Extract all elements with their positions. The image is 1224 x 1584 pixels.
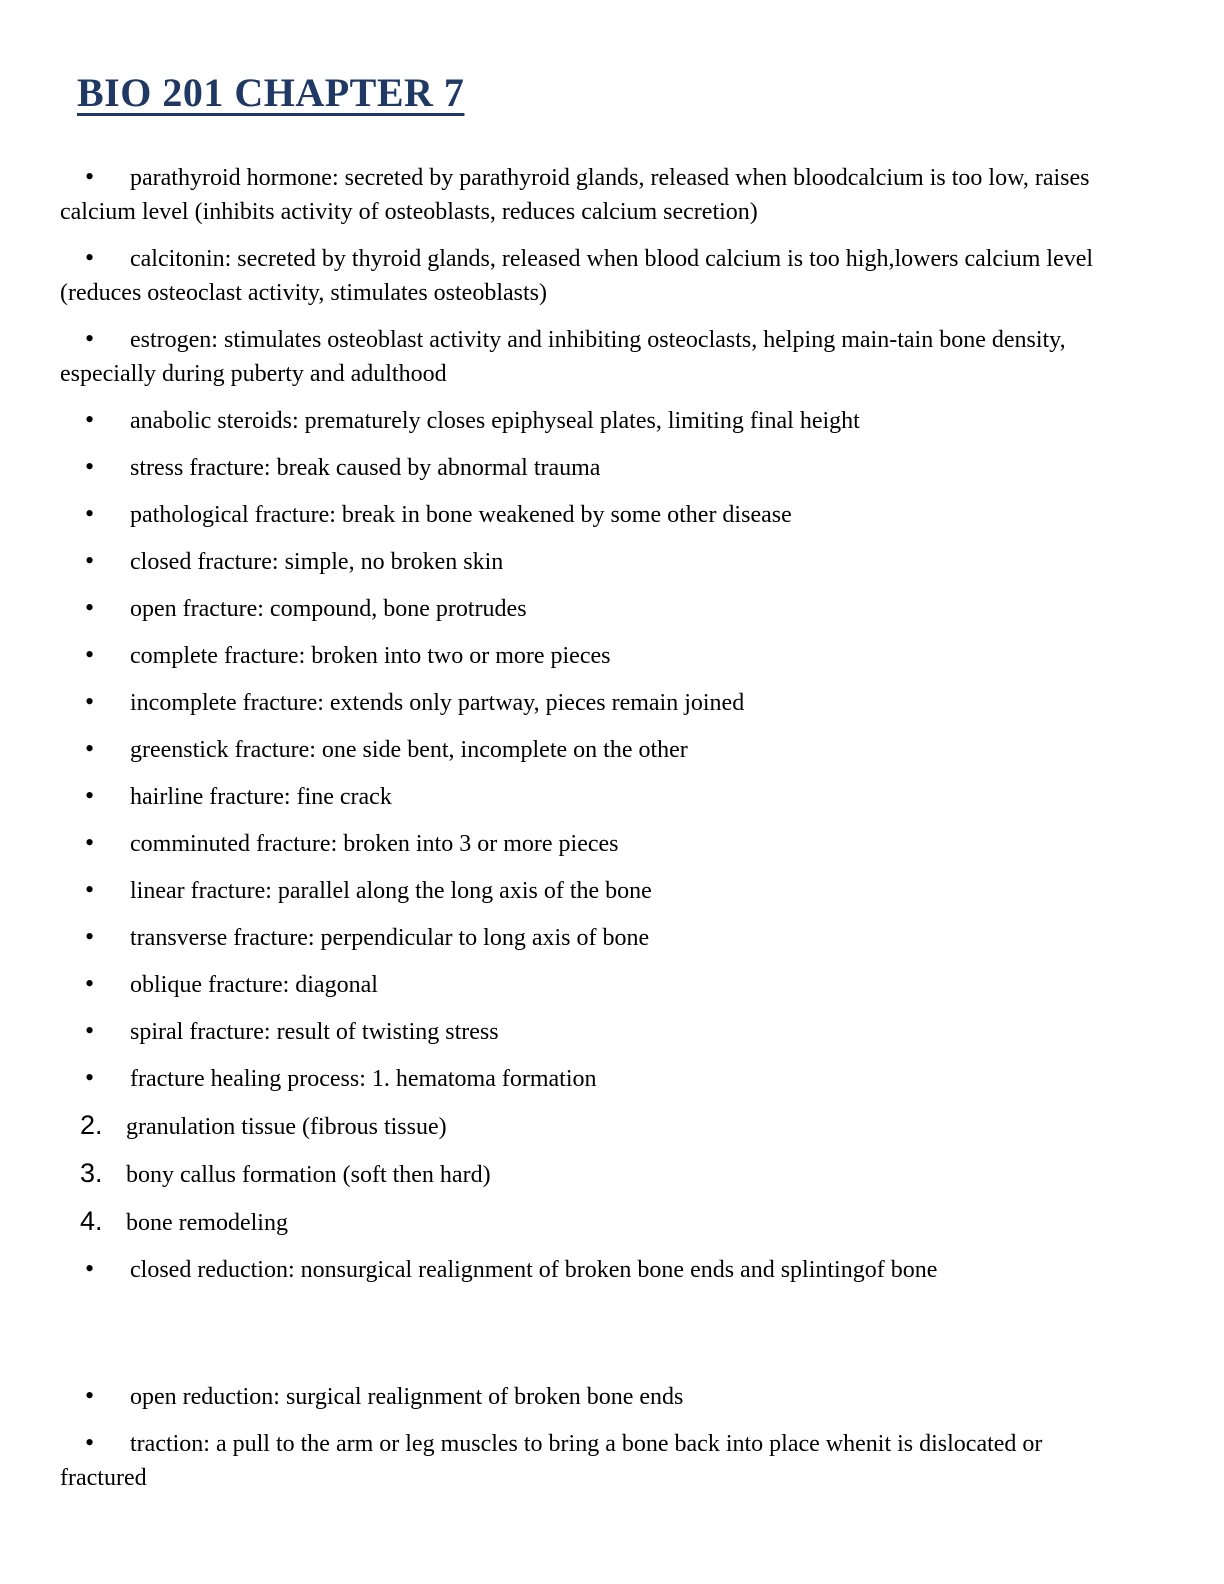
bullet-text: traction: a pull to the arm or leg muscles to bring a bone back into place whenit is dislocated or fractured xyxy=(60,1431,1043,1491)
bullet-icon: • xyxy=(85,640,95,669)
notes-list xyxy=(60,160,1124,1495)
numbered-step-item xyxy=(80,1108,1124,1144)
bullet-list-item xyxy=(60,685,1124,720)
step-text: granulation tissue (fibrous tissue) xyxy=(126,1114,447,1140)
bullet-list-item xyxy=(60,497,1124,532)
bullet-icon: • xyxy=(85,687,95,716)
step-text: bony callus formation (soft then hard) xyxy=(126,1162,491,1188)
bullet-list-item xyxy=(60,322,1124,391)
bullet-list-item xyxy=(60,403,1124,438)
bullet-text: calcitonin: secreted by thyroid glands, released when blood calcium is too high,lowers calcium level (reduces osteoclast activity, stimulates osteoblasts) xyxy=(60,246,1094,306)
bullet-icon: • xyxy=(85,243,95,272)
bullet-list-item xyxy=(60,1379,1124,1414)
bullet-icon: • xyxy=(85,1254,95,1283)
bullet-icon: • xyxy=(85,162,95,191)
bullet-text: anabolic steroids: prematurely closes epiphyseal plates, limiting final height xyxy=(130,408,860,434)
step-number: 2. xyxy=(80,1110,103,1140)
bullet-list-item xyxy=(60,241,1124,310)
bullet-list-item xyxy=(60,1061,1124,1096)
bullet-list-item xyxy=(60,591,1124,626)
bullet-icon: • xyxy=(85,324,95,353)
bullet-text: parathyroid hormone: secreted by parathyroid glands, released when bloodcalcium is too low, raises calcium level (inhibits activity of osteoblasts, reduces calcium secretion) xyxy=(60,165,1090,225)
bullet-text: hairline fracture: fine crack xyxy=(130,784,392,810)
bullet-icon: • xyxy=(85,875,95,904)
bullet-icon: • xyxy=(85,734,95,763)
bullet-icon: • xyxy=(85,499,95,528)
bullet-text: pathological fracture: break in bone weakened by some other disease xyxy=(130,502,792,528)
step-number: 3. xyxy=(80,1158,103,1188)
reduction-and-traction-bullets xyxy=(60,1379,1124,1495)
numbered-step-item xyxy=(80,1156,1124,1192)
closed-reduction-bullet xyxy=(60,1252,1124,1287)
page-title: BIO 201 CHAPTER 7 xyxy=(77,70,465,115)
bullet-text: linear fracture: parallel along the long axis of the bone xyxy=(130,878,652,904)
bullet-text: transverse fracture: perpendicular to long axis of bone xyxy=(130,925,650,951)
step-text: bone remodeling xyxy=(126,1210,288,1236)
bullet-icon: • xyxy=(85,1381,95,1410)
bullet-icon: • xyxy=(85,405,95,434)
bullet-text: complete fracture: broken into two or more pieces xyxy=(130,643,611,669)
bullet-list-item xyxy=(60,920,1124,955)
bullet-list-item xyxy=(60,544,1124,579)
bullet-list-item xyxy=(60,826,1124,861)
bullet-text: spiral fracture: result of twisting stress xyxy=(130,1019,499,1045)
bullet-text: oblique fracture: diagonal xyxy=(130,972,378,998)
bullet-list-item xyxy=(60,638,1124,673)
bullet-list-item xyxy=(60,1014,1124,1049)
bullet-text: estrogen: stimulates osteoblast activity and inhibiting osteoclasts, helping main-tain bone density, especially during puberty and adulthood xyxy=(60,327,1066,387)
bullet-icon: • xyxy=(85,452,95,481)
bullet-list-item xyxy=(60,732,1124,767)
bullet-icon: • xyxy=(85,1428,95,1457)
bullet-text: fracture healing process: 1. hematoma formation xyxy=(130,1066,597,1092)
bullet-icon: • xyxy=(85,1016,95,1045)
hormone-and-fracture-bullets xyxy=(60,160,1124,1096)
bullet-list-item xyxy=(60,1252,1124,1287)
bullet-list-item xyxy=(60,450,1124,485)
bullet-list-item xyxy=(60,160,1124,229)
bullet-list-item xyxy=(60,1426,1124,1495)
bullet-list-item xyxy=(60,779,1124,814)
bullet-text: greenstick fracture: one side bent, incomplete on the other xyxy=(130,737,688,763)
bullet-list-item xyxy=(60,967,1124,1002)
bullet-icon: • xyxy=(85,922,95,951)
bullet-text: closed reduction: nonsurgical realignment of broken bone ends and splintingof bone xyxy=(130,1257,938,1283)
bullet-text: stress fracture: break caused by abnormal trauma xyxy=(130,455,601,481)
bullet-text: closed fracture: simple, no broken skin xyxy=(130,549,504,575)
bullet-icon: • xyxy=(85,1063,95,1092)
bullet-icon: • xyxy=(85,781,95,810)
step-number: 4. xyxy=(80,1206,103,1236)
blank-gap xyxy=(60,1299,1124,1379)
bullet-icon: • xyxy=(85,828,95,857)
bullet-text: comminuted fracture: broken into 3 or more pieces xyxy=(130,831,619,857)
bullet-icon: • xyxy=(85,593,95,622)
bullet-list-item xyxy=(60,873,1124,908)
bullet-text: incomplete fracture: extends only partway, pieces remain joined xyxy=(130,690,745,716)
bullet-icon: • xyxy=(85,546,95,575)
fracture-healing-steps xyxy=(60,1108,1124,1240)
bullet-text: open fracture: compound, bone protrudes xyxy=(130,596,527,622)
bullet-icon: • xyxy=(85,969,95,998)
numbered-step-item xyxy=(80,1204,1124,1240)
bullet-text: open reduction: surgical realignment of broken bone ends xyxy=(130,1384,684,1410)
